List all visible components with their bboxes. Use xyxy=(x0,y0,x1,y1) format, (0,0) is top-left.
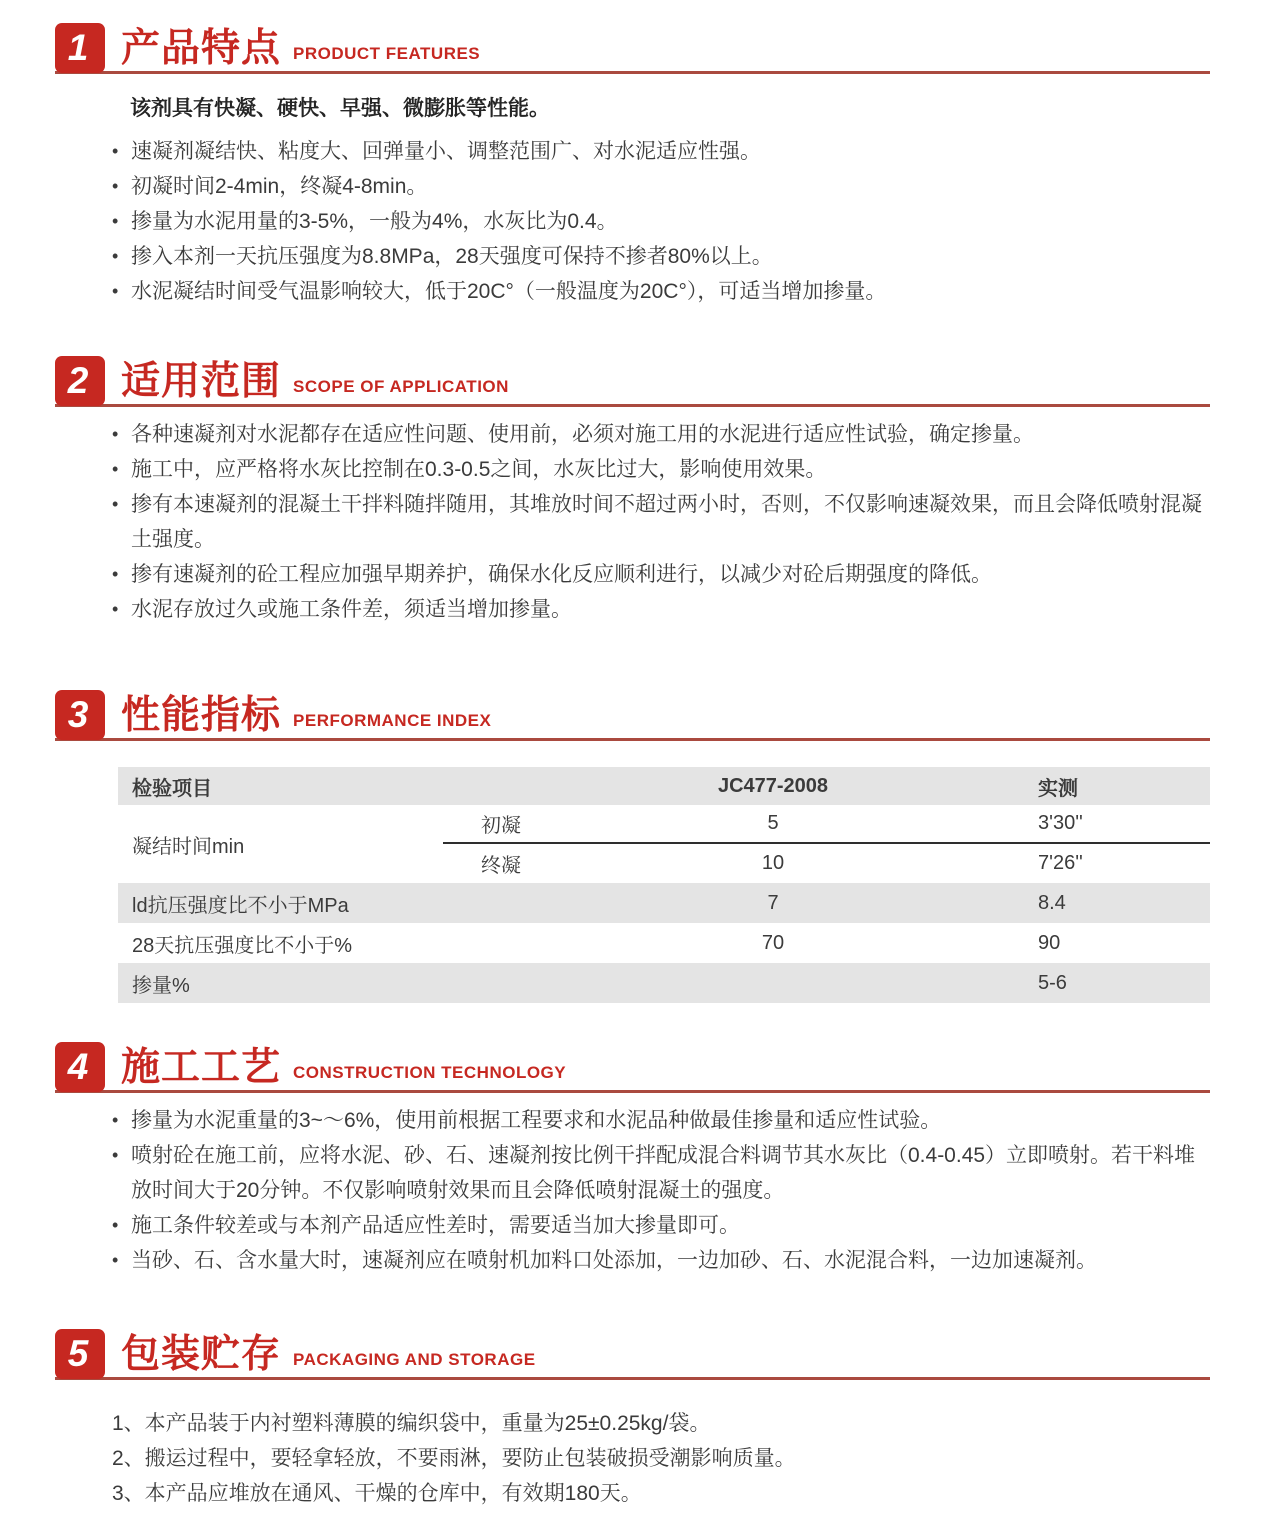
table-header-measured: 实测 xyxy=(1038,777,1078,800)
section-title-zh: 产品特点 xyxy=(121,27,282,70)
table-header-row xyxy=(118,767,1210,805)
section-title-en: PACKAGING AND STORAGE xyxy=(293,1350,536,1369)
section-performance-index xyxy=(0,689,1280,1003)
table-row xyxy=(118,883,1210,923)
bullet-item: • 当砂、石、含水量大时，速凝剂应在喷射机加料口处添加，一边加砂、石、水泥混合料，一边加速凝剂。 xyxy=(131,1243,1210,1278)
section-number-badge: 4 xyxy=(55,1042,105,1092)
numbered-item: 3、本产品应堆放在通风、干燥的仓库中，有效期180天。 xyxy=(112,1482,642,1505)
numbered-item: 2、搬运过程中，要轻拿轻放，不要雨淋，要防止包装破损受潮影响质量。 xyxy=(112,1447,796,1470)
bullet-item: • 水泥存放过久或施工条件差，须适当增加掺量。 xyxy=(131,592,1210,627)
bullet-item: • 施工条件较差或与本剂产品适应性差时，需要适当加大掺量即可。 xyxy=(131,1208,1210,1243)
section-title-en: PERFORMANCE INDEX xyxy=(293,711,492,730)
bullet-item: • 掺量为水泥用量的3-5%，一般为4%，水灰比为0.4。 xyxy=(131,204,1210,239)
row-measured-value: 90 xyxy=(1038,931,1061,954)
section-title-en: SCOPE OF APPLICATION xyxy=(293,377,509,396)
row-label: 凝结时间min xyxy=(132,835,245,858)
numbered-item: 1、本产品装于内衬塑料薄膜的编织袋中，重量为25±0.25kg/袋。 xyxy=(112,1412,711,1435)
section-1-header xyxy=(55,22,1210,74)
table-subrow-final-set xyxy=(443,844,1210,883)
bullet-item: • 施工中，应严格将水灰比控制在0.3-0.5之间，水灰比过大，影响使用效果。 xyxy=(131,452,1210,487)
section-number-badge: 2 xyxy=(55,356,105,406)
section-title-zh: 包装贮存 xyxy=(121,1333,282,1376)
subrow-standard-value: 5 xyxy=(767,812,779,834)
section-5-numbered-list xyxy=(112,1406,1210,1511)
subrow-measured-value: 3'30'' xyxy=(1038,812,1083,834)
bullet-item: • 掺量为水泥重量的3~～6%，使用前根据工程要求和水泥品种做最佳掺量和适应性试验。 xyxy=(131,1103,1210,1138)
section-4-header xyxy=(55,1041,1210,1093)
section-1-intro: 该剂具有快凝、硬快、早强、微膨胀等性能。 xyxy=(130,97,550,120)
row-label: 28天抗压强度比不小于% xyxy=(132,934,353,957)
section-title-zh: 适用范围 xyxy=(121,360,282,403)
row-label: 掺量% xyxy=(132,974,190,997)
section-number-badge: 5 xyxy=(55,1329,105,1379)
section-construction-technology xyxy=(0,1041,1280,1278)
section-title-zh: 施工工艺 xyxy=(121,1046,282,1089)
table-row xyxy=(118,923,1210,963)
subrow-standard-value: 10 xyxy=(761,852,785,874)
section-number-badge: 3 xyxy=(55,690,105,740)
section-packaging-and-storage xyxy=(0,1328,1280,1511)
section-5-header xyxy=(55,1328,1210,1380)
performance-index-table xyxy=(118,767,1210,1003)
row-measured-value: 8.4 xyxy=(1038,891,1066,914)
section-1-bullet-list xyxy=(131,134,1210,309)
row-standard-value: 7 xyxy=(767,891,779,914)
setting-time-subrows xyxy=(443,805,1210,883)
section-2-bullet-list xyxy=(131,417,1210,627)
table-row xyxy=(118,963,1210,1003)
row-label: ld抗压强度比不小于MPa xyxy=(132,894,349,917)
subrow-measured-value: 7'26'' xyxy=(1038,852,1083,874)
section-3-header xyxy=(55,689,1210,741)
section-title-en: PRODUCT FEATURES xyxy=(293,44,481,63)
table-row-setting-time xyxy=(118,805,1210,883)
table-subrow-initial-set xyxy=(443,805,1210,844)
section-2-header xyxy=(55,355,1210,407)
section-4-bullet-list xyxy=(131,1103,1210,1278)
section-product-features xyxy=(0,22,1280,309)
row-measured-value: 5-6 xyxy=(1038,971,1067,994)
bullet-item: • 水泥凝结时间受气温影响较大，低于20C°（一般温度为20C°），可适当增加掺量。 xyxy=(131,274,1210,309)
table-header-standard: JC477-2008 xyxy=(717,774,829,797)
bullet-item: • 掺有本速凝剂的混凝土干拌料随拌随用，其堆放时间不超过两小时，否则，不仅影响速凝效果，而且会降低喷射混凝土强度。 xyxy=(131,487,1210,557)
section-number-badge: 1 xyxy=(55,23,105,73)
subrow-name: 初凝 xyxy=(481,815,521,837)
section-title-zh: 性能指标 xyxy=(121,694,282,737)
bullet-item: • 掺有速凝剂的砼工程应加强早期养护，确保水化反应顺利进行，以减少对砼后期强度的降低。 xyxy=(131,557,1210,592)
section-title-en: CONSTRUCTION TECHNOLOGY xyxy=(293,1063,567,1082)
bullet-item: • 速凝剂凝结快、粘度大、回弹量小、调整范围广、对水泥适应性强。 xyxy=(131,134,1210,169)
table-header-item: 检验项目 xyxy=(132,777,212,800)
bullet-item: • 初凝时间2-4min，终凝4-8min。 xyxy=(131,169,1210,204)
row-standard-value: 70 xyxy=(761,931,785,954)
bullet-item: • 掺入本剂一天抗压强度为8.8MPa，28天强度可保持不掺者80%以上。 xyxy=(131,239,1210,274)
subrow-name: 终凝 xyxy=(481,855,521,877)
bullet-item: • 喷射砼在施工前，应将水泥、砂、石、速凝剂按比例干拌配成混合料调节其水灰比（0.4-0.45）立即喷射。若干料堆放时间大于20分钟。不仅影响喷射效果而且会降低喷射混凝土的强度。 xyxy=(131,1138,1210,1208)
section-scope-of-application xyxy=(0,355,1280,627)
bullet-item: • 各种速凝剂对水泥都存在适应性问题、使用前，必须对施工用的水泥进行适应性试验，确定掺量。 xyxy=(131,417,1210,452)
